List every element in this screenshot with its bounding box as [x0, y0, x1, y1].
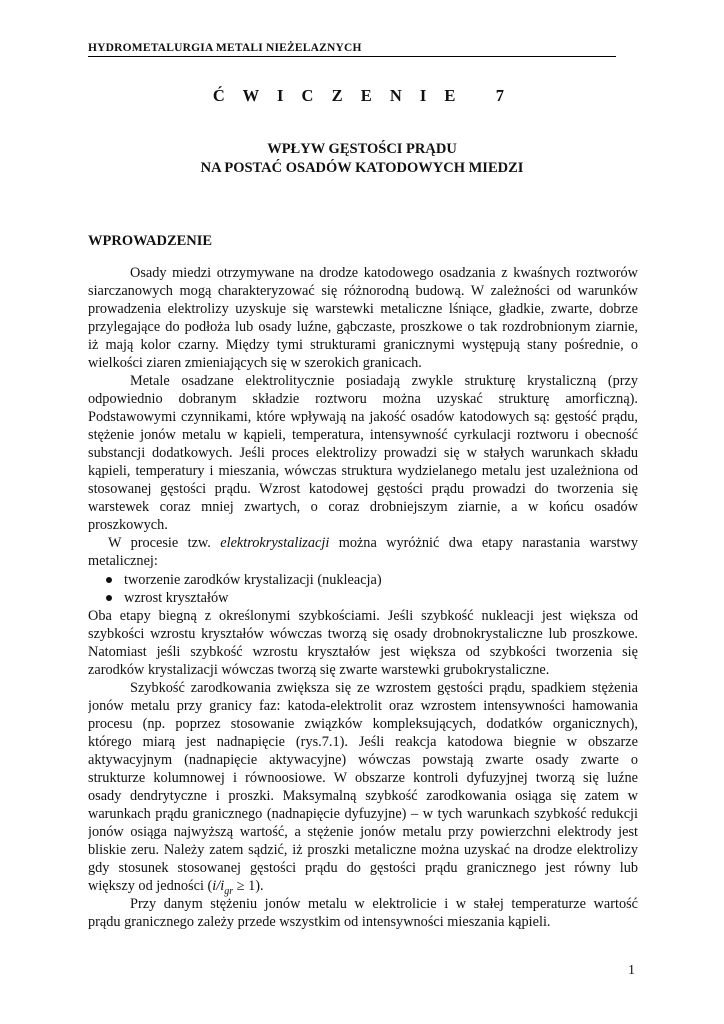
- text-line: siarczanowych mogą charakteryzować się różnorodną budową. W zależności od warunków: [88, 283, 638, 299]
- text-line: aktywacyjnym (nadnapięcie aktywacyjne) wówczas powstają zwarte osady zwarte o: [88, 752, 638, 768]
- text-line: Podstawowymi czynnikami, które wpływają na jakość osadów katodowych są: gęstość prądu,: [88, 409, 638, 425]
- text-line: procesu (np. poprzez stosowanie związków kompleksujących, dodatków organicznych),: [88, 716, 638, 732]
- text-line: stosowanej gęstości prądu. Wzrost katodowej gęstości prądu prowadzi do tworzenia się: [88, 481, 638, 497]
- text-line: strukturze kolumnowej i równoosiowe. W obszarze kontroli dyfuzyjnej tworzą się luźne: [88, 770, 638, 786]
- text-line: kąpieli, temperatury i mieszania, wówczas struktura wydzielanego metalu jest uzależniona od: [88, 463, 638, 479]
- text-line: zarodków krystalizacji wówczas tworzą się zwarte warstewki grubokrystaliczne.: [88, 662, 550, 678]
- section-heading: WPROWADZENIE: [88, 233, 213, 249]
- text-run: W procesie tzw.: [108, 535, 221, 551]
- text-line: prądu granicznego zależy przede wszystkim od intensywności mieszania kąpieli.: [88, 914, 551, 930]
- text-line: Szybkość zarodkowania zwiększa się ze wzrostem gęstości prądu, spadkiem stężenia: [130, 680, 638, 696]
- text-line: Przy danym stężeniu jonów metalu w elektrolicie i w stałej temperaturze wartość: [130, 896, 638, 912]
- text-line: osady dendrytyczne i proszki. Maksymalną szybkość zarodkowania osiąga się zatem w: [88, 788, 638, 804]
- bullet-text: wzrost kryształów: [124, 590, 229, 606]
- text-line: odpowiednio dobranym składzie roztworu można uzyskać strukturę amorficzną).: [88, 391, 638, 407]
- text-line: substancji dodatkowych. Jeśli proces elektrolizy prowadzi się w stałych warunkach składu: [88, 445, 638, 461]
- chapter-title: Ć W I C Z E N I E 7: [212, 86, 512, 105]
- text-line: [108, 534, 638, 552]
- text-line: Metale osadzane elektrolitycznie posiadają zwykle strukturę krystaliczną (przy: [130, 373, 638, 389]
- bullet-item: [106, 589, 638, 607]
- text-line: warunkach prądu granicznego (nadnapięcie dyfuzyjne) – w tych warunkach szybkość redukcji: [88, 806, 638, 822]
- bullet-icon: [106, 595, 112, 601]
- math-slash: /: [216, 878, 221, 894]
- text-line: gdy stosunek stosowanej gęstości prądu do gęstości prądu granicznego jest równy lub: [88, 860, 638, 876]
- text-line: jonów metalu przy granicy faz: katoda-elektrolit oraz wzrostem intensywności hamowania: [88, 698, 638, 714]
- text-line: przylegające do podłoża lub osady luźne, gąbczaste, proszkowe o tak rozdrobnionym ziarnie,: [88, 319, 638, 335]
- text-run: ≥ 1).: [233, 878, 264, 894]
- text-line: proszkowych.: [88, 517, 168, 533]
- text-line: metalicznej:: [88, 553, 158, 569]
- text-line: iż mają kolor czarny. Między tymi strukturami granicznymi występują stany pośrednie, o: [88, 337, 638, 353]
- bullet-icon: [106, 577, 112, 583]
- text-line: stężenie jonów metalu w kąpieli, temperatura, intensywność cyrkulacji roztworu i obecność: [88, 427, 638, 443]
- text-line: warstewek coraz mniej zwartych, o coraz drobniejszym ziarnie, a w końcu osadów: [88, 499, 638, 515]
- text-line: Natomiast jeśli szybkość wzrostu kryształów jest większa od szybkości tworzenia się: [88, 644, 638, 660]
- italic-term: elektrokrystalizacji: [220, 535, 330, 551]
- text-line: Oba etapy biegną z określonymi szybkościami. Jeśli szybkość nukleacji jest większa od: [88, 608, 638, 624]
- text-line: szybkości wzrostu kryształów wówczas tworzą się osady drobnokrystaliczne lub proszkowe.: [88, 626, 638, 642]
- text-run: można wyróżnić dwa etapy narastania warstwy: [329, 535, 638, 551]
- text-line: Osady miedzi otrzymywane na drodze katodowego osadzania z kwaśnych roztworów: [130, 265, 638, 281]
- page-number: 1: [628, 963, 635, 978]
- text-line: którego miarą jest nadnapięcie (rys.7.1). Jeśli reakcja katodowa biegnie w obszarze: [88, 734, 638, 750]
- math-subscript: gr: [224, 885, 234, 897]
- text-line: bliskie zeru. Należy zatem sądzić, iż proszki metaliczne można uzyskać na drodze elektrolizy: [88, 842, 638, 858]
- running-header: HYDROMETALURGIA METALI NIEŻELAZNYCH: [88, 42, 616, 57]
- math-var-i: i: [212, 878, 217, 894]
- math-var-i: i: [220, 878, 225, 894]
- document-title-line-2: NA POSTAĆ OSADÓW KATODOWYCH MIEDZI: [200, 160, 524, 176]
- text-line: wielkości ziaren zmieniających się w szerokich granicach.: [88, 355, 422, 371]
- text-line: jonów osiąga najwyższą wartość, a stężenie jonów metalu przy powierzchni elektrody jest: [88, 824, 638, 840]
- text-line: prowadzenia elektrolizy uzyskuje się warstewki metaliczne lśniące, gładkie, zwarte, dobrze: [88, 301, 638, 317]
- bullet-item: [106, 571, 638, 589]
- bullet-text: tworzenie zarodków krystalizacji (nukleacja): [124, 572, 382, 588]
- document-title-line-1: WPŁYW GĘSTOŚCI PRĄDU: [267, 141, 457, 157]
- text-run: większy od jedności (: [88, 878, 213, 894]
